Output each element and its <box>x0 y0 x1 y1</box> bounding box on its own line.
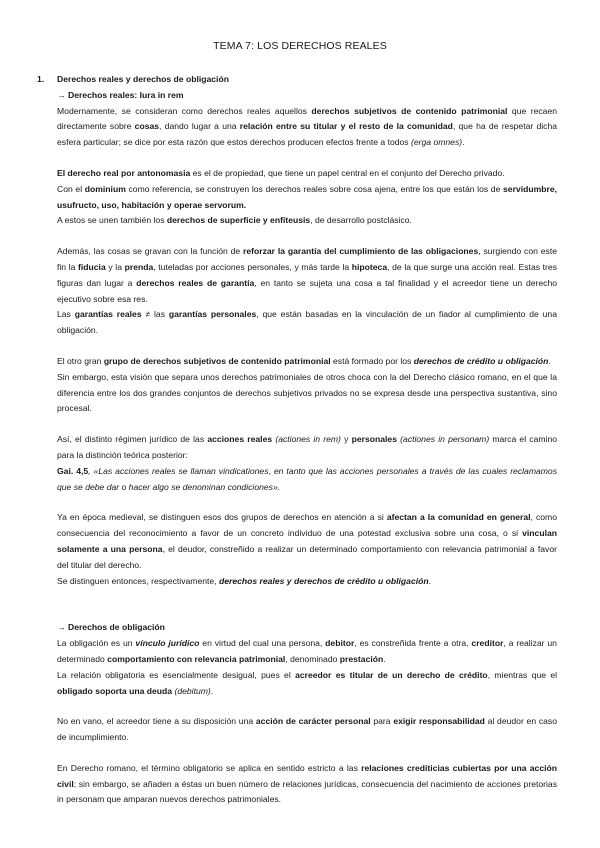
page-title: TEMA 7: LOS DERECHOS REALES <box>213 40 387 52</box>
paragraph-relacion-desigual: La relación obligatoria es esencialmente desigual, pues el acreedor es titular de un derecho de crédito, mientras que el obligado soporta una deuda (debitum). <box>57 669 558 696</box>
paragraph-gaius-quote: Gai. 4,5, «Las acciones reales se llaman vindicationes, en tanto que las acciones personales a través de las cuales reclamamos que se debe dar o hacer algo se denominan condiciones». <box>57 465 557 492</box>
section-heading <box>37 72 557 88</box>
subsection-heading-derechos-reales: → Derechos reales: Iura in rem <box>57 89 184 100</box>
paragraph-derecho-romano: En Derecho romano, el término obligatorio se aplica en sentido estricto a las relaciones crediticias cubiertas por una acción civil; sin embargo, se añaden a éstas un buen número de relaciones jurídicas, consecuencia del nacimiento de acciones pretorias in personam que amparan nuevos derechos patrimoniales. <box>57 762 557 805</box>
section-number: 1. <box>37 74 45 84</box>
paragraph-dominium: Con el dominium como referencia, se construyen los derechos reales sobre cosa ajena, entre los que están los de servidumbre, usufructo, uso, habitación y operae servorum. <box>57 183 558 210</box>
paragraph-superficie: A estos se unen también los derechos de superficie y enfiteusis, de desarrollo postclásico. <box>57 215 412 226</box>
paragraph-vinculo: La obligación es un vínculo jurídico en virtud del cual una persona, debitor, es constreñida frente a otra, creditor, a realizar un determinado comportamiento con relevancia patrimonial, denominado prestación. <box>57 638 557 664</box>
paragraph-distincion: Se distinguen entonces, respectivamente, derechos reales y derechos de crédito u obligación. <box>57 575 432 586</box>
paragraph-vision-clasica: Sin embargo, esta visión que separa unos derechos patrimoniales de otros choca con la del Derecho clásico romano, en el que la diferencia entre los dos grandes conjuntos de derechos subjetivos privados no se expresa desde una perspectiva sustantiva, sino procesal. <box>57 371 557 414</box>
paragraph-definicion: Modernamente, se consideran como derechos reales aquellos derechos subjetivos de contenido patrimonial que recaen directamente sobre cosas, dando lugar a una relación entre su titular y el resto de la comunidad, que ha de respetar dicha esfera particular; se dice por esta razón que estos derechos producen efectos frente a todos (erga omnes). <box>57 105 558 148</box>
paragraph-derechos-credito: El otro gran grupo de derechos subjetivos de contenido patrimonial está formado por los derechos de crédito u obligación. <box>57 355 551 366</box>
paragraph-medieval: Ya en época medieval, se distinguen esos dos grupos de derechos en atención a si afectan a la comunidad en general, como consecuencia del reconocimiento a favor de un concreto individuo de una potestad exclusiva sobre una cosa, o si vinculan solamente a una persona, el deudor, constreñido a realizar un determinado comportamiento con relevancia patrimonial a favor del titular del derecho. <box>57 512 557 570</box>
paragraph-garantias: Además, las cosas se gravan con la función de reforzar la garantía del cumplimiento de las obligaciones, surgiendo con este fin la fiducia y la prenda, tuteladas por acciones personales, y más tarde la hipoteca, de la que surge una acción real. Estas tres figuras dan lugar a derechos reales de garantía, en tanto se sujeta una cosa a tal finalidad y el acreedor tiene un derecho ejecutivo sobre esa res. <box>57 246 558 304</box>
paragraph-garantias-personales: Las garantías reales ≠ las garantías personales, que están basadas en la vinculación de un fiador al cumplimiento de una obligación. <box>57 309 557 336</box>
paragraph-propiedad: El derecho real por antonomasia es el de propiedad, que tiene un papel central en el conjunto del Derecho privado. <box>57 167 505 178</box>
section-heading-text: Derechos reales y derechos de obligación <box>57 74 229 84</box>
paragraph-accion-personal: No en vano, el acreedor tiene a su disposición una acción de carácter personal para exigir responsabilidad al deudor en caso de incumplimiento. <box>57 716 557 743</box>
document-body <box>37 72 558 808</box>
subsection-heading-obligacion: → Derechos de obligación <box>57 622 165 633</box>
paragraph-acciones: Así, el distinto régimen jurídico de las acciones reales (actiones in rem) y personales (actiones in personam) marca el camino para la distinción teórica posterior: <box>57 434 558 460</box>
